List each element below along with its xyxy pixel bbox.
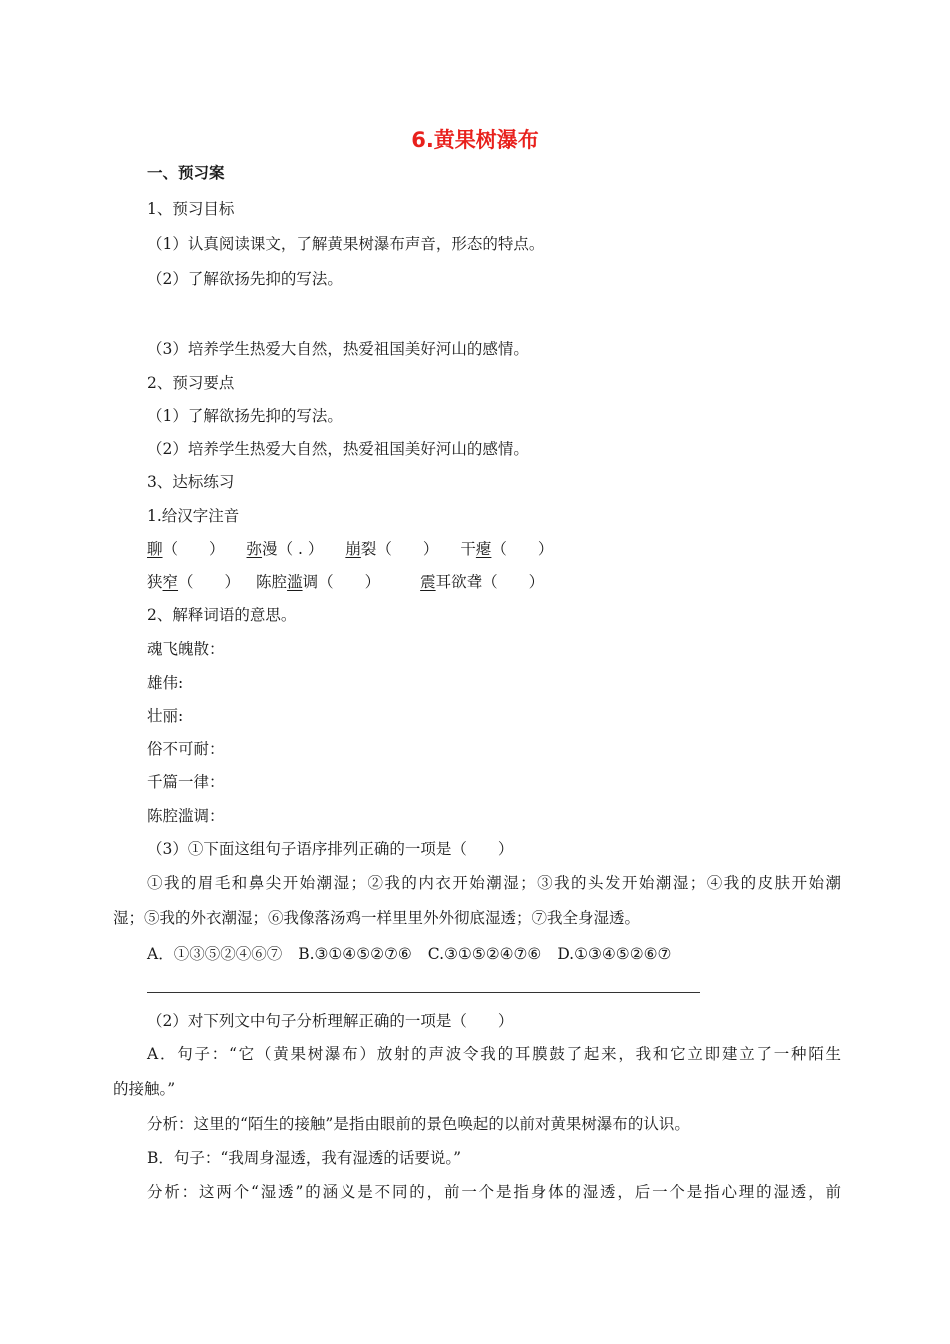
term-line: 陈腔滥调： (147, 807, 225, 825)
point-2: （2）培养学生热爱大自然，热爱祖国美好河山的感情。 (147, 440, 529, 458)
goal-3: （3）培养学生热爱大自然，热爱祖国美好河山的感情。 (147, 340, 529, 358)
point-1: （1）了解欲扬先抑的写法。 (147, 407, 343, 425)
pinyin-item: 崩裂（ ） (345, 540, 439, 558)
pinyin-item: 陈腔滥调（ ） (256, 573, 381, 591)
option-a: A．①③⑤②④⑥⑦ (147, 945, 283, 963)
question-3-options (147, 943, 671, 965)
question-3-text-line-1: ①我的眉毛和鼻尖开始潮湿；②我的内衣开始潮湿；③我的头发开始潮湿；④我的皮肤开始潮 (147, 874, 841, 892)
pinyin-item: 狭窄（ ） (147, 573, 241, 591)
pinyin-item: 震耳欲聋（ ） (420, 573, 545, 591)
pinyin-row-2 (147, 571, 544, 593)
option-b: B．句子：“我周身湿透，我有湿透的话要说。” (147, 1149, 461, 1167)
divider-line (147, 992, 700, 993)
points-heading: 2、预习要点 (147, 374, 235, 392)
term-line: 雄伟: (147, 674, 184, 692)
goals-heading: 1、预习目标 (147, 200, 235, 218)
analysis-b: 分析：这两个“湿透”的涵义是不同的，前一个是指身体的湿透，后一个是指心理的湿透，前 (147, 1183, 841, 1201)
term-line: 千篇一律： (147, 773, 225, 791)
pinyin-item: 聊（ ） (147, 540, 225, 558)
option-a-line-1: A．句子：“它（黄果树瀑布）放射的声波令我的耳膜鼓了起来，我和它立即建立了一种陌生 (147, 1045, 841, 1063)
analysis-a: 分析：这里的“陌生的接触”是指由眼前的景色唤起的以前对黄果树瀑布的认识。 (147, 1115, 690, 1133)
option-b: B.③①④⑤②⑦⑥ (298, 945, 412, 963)
pinyin-row-1 (147, 538, 553, 560)
question-3-text-line-2: 湿；⑤我的外衣潮湿；⑥我像落汤鸡一样里里外外彻底湿透；⑦我全身湿透。 (113, 909, 641, 927)
term-line: 壮丽: (147, 707, 184, 725)
question-1-heading: 1.给汉字注音 (147, 507, 240, 525)
section-heading: 一、预习案 (147, 164, 225, 182)
term-line: 俗不可耐： (147, 740, 225, 758)
question-2-heading: 2、解释词语的意思。 (147, 606, 297, 624)
pinyin-item: 弥漫（ . ） (246, 540, 324, 558)
question-3: （3）①下面这组句子语序排列正确的一项是（ ） (147, 840, 514, 858)
option-d: D.①③④⑤②⑥⑦ (557, 945, 672, 963)
practice-heading: 3、达标练习 (147, 473, 235, 491)
goal-2: （2）了解欲扬先抑的写法。 (147, 270, 343, 288)
term-line: 魂飞魄散： (147, 640, 225, 658)
question-4: （2）对下列文中句子分析理解正确的一项是（ ） (147, 1012, 514, 1030)
goal-1: （1）认真阅读课文，了解黄果树瀑布声音，形态的特点。 (147, 235, 545, 253)
option-a-line-2: 的接触。” (113, 1080, 176, 1098)
option-c: C.③①⑤②④⑦⑥ (427, 945, 542, 963)
pinyin-item: 干瘪（ ） (460, 540, 554, 558)
document-title: 6.黄果树瀑布 (411, 128, 539, 152)
